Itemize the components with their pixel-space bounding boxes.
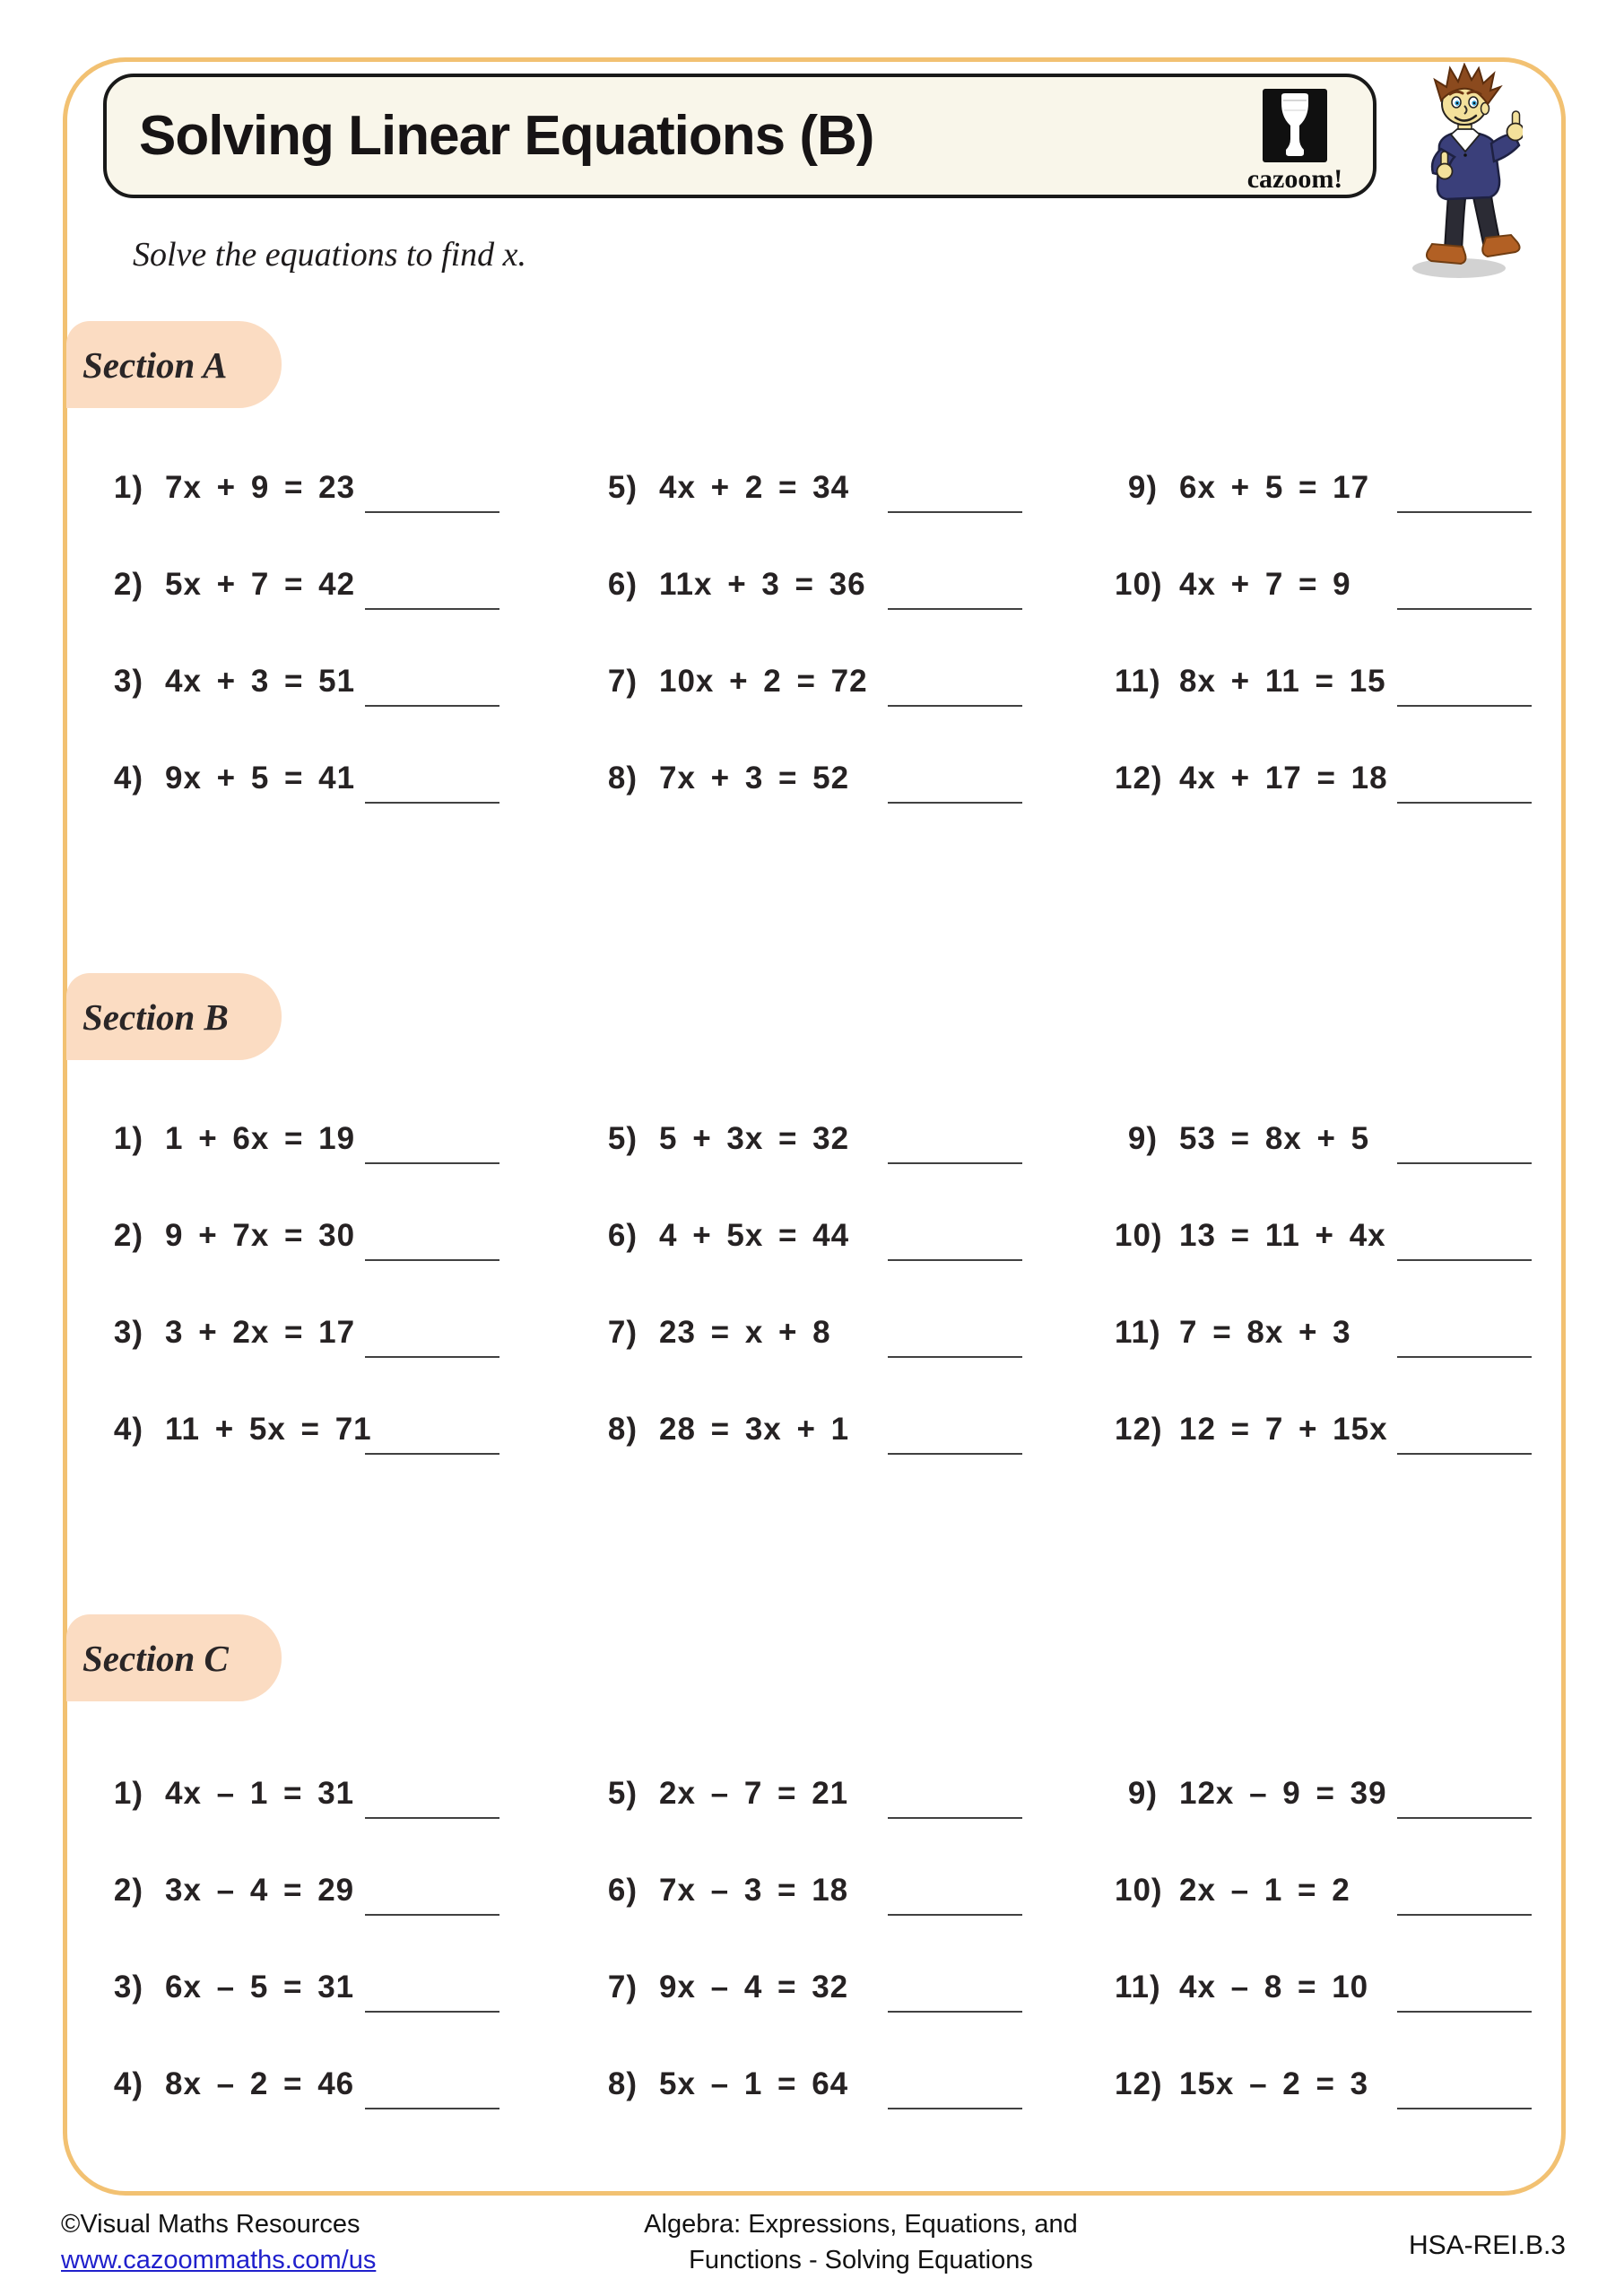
problem-number: 4) xyxy=(113,2066,143,2101)
answer-line xyxy=(888,511,1022,513)
answer-line xyxy=(365,511,499,513)
problem-item xyxy=(595,439,1115,536)
problem-number: 4) xyxy=(113,1412,143,1447)
answer-line xyxy=(1397,705,1532,707)
problem-number: 7) xyxy=(607,664,638,699)
problem-item xyxy=(595,633,1115,730)
problem-number: 7) xyxy=(607,1315,638,1350)
answer-line xyxy=(1397,511,1532,513)
problem-item xyxy=(595,1187,1115,1284)
problem-number: 11) xyxy=(1115,664,1161,699)
problem-item xyxy=(595,2036,1115,2133)
problem-number: 6) xyxy=(607,1873,638,1908)
answer-line xyxy=(1397,1817,1532,1819)
brand-wordmark: cazoom! xyxy=(1246,164,1343,194)
topic-line-2: Functions - Solving Equations xyxy=(689,2246,1033,2275)
equation-text: 8x – 2 = 46 xyxy=(165,2066,355,2101)
equation-text: 2x – 7 = 21 xyxy=(659,1776,849,1811)
answer-line xyxy=(1397,1259,1532,1261)
problem-number: 2) xyxy=(113,1873,143,1908)
equation-text: 7 = 8x + 3 xyxy=(1179,1315,1351,1350)
footer-copyright-block xyxy=(61,2206,376,2278)
answer-line xyxy=(888,2011,1022,2013)
problem-number: 6) xyxy=(607,1218,638,1253)
problem-item xyxy=(1115,1939,1553,2036)
equation-text: 7x + 9 = 23 xyxy=(165,470,356,505)
section-b-problems xyxy=(100,1091,1553,1478)
answer-line xyxy=(1397,1453,1532,1455)
problem-number: 10) xyxy=(1115,567,1163,602)
answer-line xyxy=(888,802,1022,804)
equation-text: 4x + 2 = 34 xyxy=(659,470,850,505)
answer-line xyxy=(888,1453,1022,1455)
problem-number: 4) xyxy=(113,761,143,796)
problem-item xyxy=(595,1842,1115,1939)
section-label: Section A xyxy=(83,344,228,386)
answer-line xyxy=(365,1914,499,1916)
problem-number: 11) xyxy=(1115,1315,1161,1350)
problem-item xyxy=(1115,1842,1553,1939)
worksheet-instruction: Solve the equations to find x. xyxy=(133,236,527,274)
problem-item xyxy=(595,1381,1115,1478)
problem-number: 7) xyxy=(607,1970,638,2005)
equation-text: 9x – 4 = 32 xyxy=(659,1970,849,2005)
answer-line xyxy=(365,1817,499,1819)
equation-text: 3x – 4 = 29 xyxy=(165,1873,355,1908)
equation-text: 9x + 5 = 41 xyxy=(165,761,356,796)
equation-text: 6x – 5 = 31 xyxy=(165,1970,355,2005)
problem-item xyxy=(100,1842,595,1939)
answer-line xyxy=(1397,802,1532,804)
equation-text: 6x + 5 = 17 xyxy=(1179,470,1370,505)
problem-number: 11) xyxy=(1115,1970,1161,2005)
problem-number: 5) xyxy=(607,1776,638,1811)
problem-item xyxy=(1115,730,1553,827)
problem-number: 12) xyxy=(1115,2066,1163,2101)
answer-line xyxy=(888,1259,1022,1261)
equation-text: 8x + 11 = 15 xyxy=(1179,664,1386,699)
answer-line xyxy=(1397,2011,1532,2013)
problem-item xyxy=(100,1284,595,1381)
equation-text: 9 + 7x = 30 xyxy=(165,1218,356,1253)
equation-text: 4x + 3 = 51 xyxy=(165,664,356,699)
problem-number: 8) xyxy=(607,1412,638,1447)
answer-line xyxy=(888,1914,1022,1916)
problem-item xyxy=(1115,439,1553,536)
answer-line xyxy=(365,1453,499,1455)
problem-number: 10) xyxy=(1115,1218,1163,1253)
equation-text: 5x + 7 = 42 xyxy=(165,567,356,602)
problem-number: 12) xyxy=(1115,1412,1163,1447)
footer-topic-block xyxy=(592,2206,1130,2278)
equation-text: 4x – 1 = 31 xyxy=(165,1776,355,1811)
section-label: Section C xyxy=(83,1637,229,1679)
answer-line xyxy=(888,1817,1022,1819)
equation-text: 53 = 8x + 5 xyxy=(1179,1121,1370,1156)
equation-text: 4x – 8 = 10 xyxy=(1179,1970,1369,2005)
copyright-text: ©Visual Maths Resources xyxy=(61,2210,360,2239)
problem-item xyxy=(100,1187,595,1284)
equation-text: 28 = 3x + 1 xyxy=(659,1412,850,1447)
problem-item xyxy=(1115,1091,1553,1187)
equation-text: 4 + 5x = 44 xyxy=(659,1218,850,1253)
section-b-label-pill xyxy=(66,973,282,1060)
problem-number: 5) xyxy=(607,470,638,505)
section-label: Section B xyxy=(83,996,229,1038)
cazoom-logo xyxy=(1246,89,1344,195)
equation-text: 5x – 1 = 64 xyxy=(659,2066,849,2101)
answer-line xyxy=(365,608,499,610)
problem-item xyxy=(100,1381,595,1478)
answer-line xyxy=(888,2108,1022,2109)
answer-line xyxy=(1397,2108,1532,2109)
problem-item xyxy=(100,1091,595,1187)
problem-item xyxy=(1115,1187,1553,1284)
equation-text: 3 + 2x = 17 xyxy=(165,1315,356,1350)
topic-line-1: Algebra: Expressions, Equations, and xyxy=(644,2210,1078,2239)
equation-text: 4x + 17 = 18 xyxy=(1179,761,1388,796)
answer-line xyxy=(888,705,1022,707)
problem-item xyxy=(100,439,595,536)
equation-text: 7x – 3 = 18 xyxy=(659,1873,849,1908)
equation-text: 23 = x + 8 xyxy=(659,1315,831,1350)
problem-item xyxy=(1115,633,1553,730)
problem-number: 8) xyxy=(607,761,638,796)
problem-item xyxy=(1115,2036,1553,2133)
answer-line xyxy=(1397,608,1532,610)
problem-item xyxy=(1115,1381,1553,1478)
problem-item xyxy=(595,730,1115,827)
answer-line xyxy=(365,1259,499,1261)
problem-number: 1) xyxy=(113,470,143,505)
answer-line xyxy=(365,802,499,804)
answer-line xyxy=(365,1356,499,1358)
mascot-illustration xyxy=(1404,63,1523,287)
equation-text: 5 + 3x = 32 xyxy=(659,1121,850,1156)
answer-line xyxy=(888,1356,1022,1358)
answer-line xyxy=(1397,1356,1532,1358)
problem-number: 3) xyxy=(113,664,143,699)
problem-number: 12) xyxy=(1115,761,1163,796)
equation-text: 10x + 2 = 72 xyxy=(659,664,868,699)
answer-line xyxy=(365,2011,499,2013)
answer-line xyxy=(888,1162,1022,1164)
equation-text: 1 + 6x = 19 xyxy=(165,1121,356,1156)
problem-number: 9) xyxy=(1127,1121,1158,1156)
problem-item xyxy=(1115,1284,1553,1381)
problem-item xyxy=(100,2036,595,2133)
problem-number: 3) xyxy=(113,1315,143,1350)
equation-text: 12 = 7 + 15x xyxy=(1179,1412,1388,1447)
problem-number: 3) xyxy=(113,1970,143,2005)
problem-number: 1) xyxy=(113,1776,143,1811)
equation-text: 4x + 7 = 9 xyxy=(1179,567,1351,602)
answer-line xyxy=(1397,1162,1532,1164)
problem-item xyxy=(1115,1745,1553,1842)
answer-line xyxy=(888,608,1022,610)
problem-number: 9) xyxy=(1127,1776,1158,1811)
equation-text: 12x – 9 = 39 xyxy=(1179,1776,1387,1811)
problem-item xyxy=(595,536,1115,633)
problem-item xyxy=(100,730,595,827)
equation-text: 2x – 1 = 2 xyxy=(1179,1873,1350,1908)
page-title: Solving Linear Equations (B) xyxy=(139,105,874,167)
website-link[interactable]: www.cazoommaths.com/us xyxy=(61,2246,377,2275)
answer-line xyxy=(1397,1914,1532,1916)
problem-item xyxy=(595,1284,1115,1381)
equation-text: 11 + 5x = 71 xyxy=(165,1412,372,1447)
section-a-problems xyxy=(100,439,1553,827)
equation-text: 15x – 2 = 3 xyxy=(1179,2066,1369,2101)
problem-number: 10) xyxy=(1115,1873,1163,1908)
problem-number: 9) xyxy=(1127,470,1158,505)
answer-line xyxy=(365,1162,499,1164)
problem-item xyxy=(100,1745,595,1842)
problem-number: 2) xyxy=(113,567,143,602)
problem-item xyxy=(100,1939,595,2036)
problem-item xyxy=(100,536,595,633)
equation-text: 13 = 11 + 4x xyxy=(1179,1218,1386,1253)
equation-text: 7x + 3 = 52 xyxy=(659,761,850,796)
problem-number: 1) xyxy=(113,1121,143,1156)
section-c-problems xyxy=(100,1745,1553,2133)
problem-item xyxy=(595,1091,1115,1187)
answer-line xyxy=(365,2108,499,2109)
problem-item xyxy=(1115,536,1553,633)
drum-icon xyxy=(1263,89,1327,162)
problem-number: 5) xyxy=(607,1121,638,1156)
section-c-label-pill xyxy=(66,1614,282,1701)
problem-number: 2) xyxy=(113,1218,143,1253)
problem-item xyxy=(100,633,595,730)
problem-item xyxy=(595,1939,1115,2036)
section-a-label-pill xyxy=(66,321,282,408)
standard-code: HSA-REI.B.3 xyxy=(1408,2231,1566,2260)
title-box xyxy=(103,74,1376,198)
answer-line xyxy=(365,705,499,707)
problem-item xyxy=(595,1745,1115,1842)
equation-text: 11x + 3 = 36 xyxy=(659,567,866,602)
problem-number: 8) xyxy=(607,2066,638,2101)
problem-number: 6) xyxy=(607,567,638,602)
